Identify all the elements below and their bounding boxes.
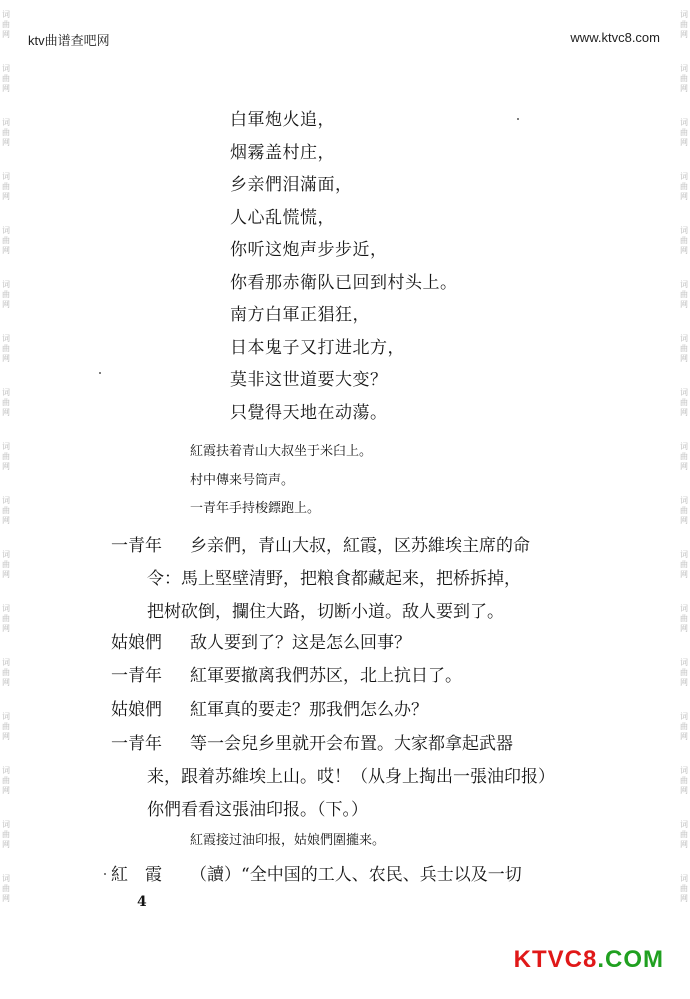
stage-direction: 紅霞扶着青山大叔坐于米臼上。 — [190, 444, 373, 459]
margin-watermark-text: 词 曲 网 — [2, 118, 10, 147]
song-verse — [230, 104, 458, 429]
margin-watermark-text: 词 曲 网 — [680, 64, 688, 93]
verse-line: 人心乱慌慌， — [230, 207, 335, 228]
dialogue-line: 敌人要到了？这是怎么回事？ — [190, 633, 411, 653]
margin-watermark-text: 词 曲 网 — [680, 820, 688, 849]
margin-watermark-text: 词 曲 网 — [2, 658, 10, 687]
dialogue-entry — [111, 860, 591, 885]
verse-line: 日本鬼子又打进北方， — [230, 337, 405, 358]
speaker-name: 姑娘們 — [111, 700, 162, 720]
margin-watermark-text: 词 曲 网 — [2, 280, 10, 309]
right-margin-watermark — [679, 0, 689, 999]
margin-watermark-text: 词 曲 网 — [680, 388, 688, 417]
margin-watermark-text: 词 曲 网 — [680, 658, 688, 687]
page-number: 4 — [137, 894, 147, 910]
margin-watermark-text: 词 曲 网 — [2, 820, 10, 849]
speaker-name: 一青年 — [111, 734, 162, 754]
dialogue-line: 紅軍要撤离我們苏区，北上抗日了。 — [190, 666, 462, 686]
speaker-name: 姑娘們 — [111, 633, 162, 653]
speaker-name: 紅 霞 — [111, 865, 162, 885]
margin-watermark-text: 词 曲 网 — [680, 334, 688, 363]
verse-line: 白軍炮火追， — [230, 110, 335, 130]
margin-watermark-text: 词 曲 网 — [680, 280, 688, 309]
dialogue-entry — [111, 661, 591, 686]
margin-watermark-text: 词 曲 网 — [2, 604, 10, 633]
site-logo-watermark: KTVC8.COM — [513, 946, 664, 973]
margin-watermark-text: 词 曲 网 — [680, 226, 688, 255]
dialogue-line: 乡亲們，青山大叔，紅霞，区苏維埃主席的命 — [190, 536, 530, 556]
verse-line: 乡亲們泪滿面， — [230, 175, 353, 195]
print-speck — [104, 873, 106, 875]
margin-watermark-text: 词 曲 网 — [2, 226, 10, 255]
verse-line: 烟霧盖村庄， — [230, 142, 335, 163]
verse-line: 只覺得天地在动蕩。 — [230, 402, 388, 423]
margin-watermark-text: 词 曲 网 — [2, 388, 10, 417]
margin-watermark-text: 词 曲 网 — [680, 874, 688, 903]
margin-watermark-text: 词 曲 网 — [2, 496, 10, 525]
left-margin-watermark — [1, 0, 11, 999]
dialogue-line: 紅軍真的要走？那我們怎么办？ — [190, 700, 428, 720]
margin-watermark-text: 词 曲 网 — [2, 550, 10, 579]
margin-watermark-text: 词 曲 网 — [2, 64, 10, 93]
verse-line: 南方白軍正猖狂， — [230, 305, 370, 325]
dialogue-entry — [111, 628, 591, 653]
print-speck — [517, 118, 519, 120]
dialogue-line: （讀）“全中国的工人、农民、兵士以及一切 — [190, 865, 522, 885]
margin-watermark-text: 词 曲 网 — [680, 766, 688, 795]
dialogue-line: 来，跟着苏維埃上山。哎！（从身上掏出一張油印报） — [147, 767, 555, 787]
verse-line: 你听这炮声步步近， — [230, 240, 388, 260]
margin-watermark-text: 词 曲 网 — [680, 118, 688, 147]
margin-watermark-text: 词 曲 网 — [2, 712, 10, 741]
print-speck — [99, 372, 101, 374]
margin-watermark-text: 词 曲 网 — [2, 874, 10, 903]
verse-line: 莫非这世道要大变？ — [230, 370, 388, 390]
dialogue-line: 令：馬上堅壁清野，把粮食都藏起来，把桥拆掉， — [147, 569, 521, 589]
verse-line: 你看那赤衛队已回到村头上。 — [230, 272, 458, 293]
margin-watermark-text: 词 曲 网 — [680, 604, 688, 633]
margin-watermark-text: 词 曲 网 — [680, 550, 688, 579]
speaker-name: 一青年 — [111, 666, 162, 686]
speaker-name: 一青年 — [111, 536, 162, 556]
margin-watermark-text: 词 曲 网 — [2, 10, 10, 39]
margin-watermark-text: 词 曲 网 — [2, 442, 10, 471]
stage-direction: 村中傳来号筒声。 — [190, 473, 295, 488]
dialogue-entry — [111, 695, 591, 720]
site-url-header[interactable]: www.ktvc8.com — [570, 30, 660, 45]
margin-watermark-text: 词 曲 网 — [680, 172, 688, 201]
margin-watermark-text: 词 曲 网 — [680, 10, 688, 39]
dialogue-line: 你們看看这張油印报。（下。） — [147, 800, 368, 820]
dialogue-entry — [111, 729, 591, 820]
margin-watermark-text: 词 曲 网 — [680, 712, 688, 741]
margin-watermark-text: 词 曲 网 — [2, 766, 10, 795]
margin-watermark-text: 词 曲 网 — [680, 496, 688, 525]
margin-watermark-text: 词 曲 网 — [2, 334, 10, 363]
site-name-header[interactable]: ktv曲谱查吧网 — [28, 33, 110, 48]
margin-watermark-text: 词 曲 网 — [680, 442, 688, 471]
dialogue-line: 等一会兒乡里就开会布置。大家都拿起武器 — [190, 734, 513, 754]
dialogue-line: 把树砍倒，攔住大路，切断小道。敌人要到了。 — [147, 602, 504, 622]
stage-direction: 紅霞接过油印报，姑娘們圍攏来。 — [190, 833, 386, 848]
margin-watermark-text: 词 曲 网 — [2, 172, 10, 201]
dialogue-entry — [111, 531, 591, 622]
stage-direction: 一青年手持梭鏢跑上。 — [190, 501, 321, 516]
